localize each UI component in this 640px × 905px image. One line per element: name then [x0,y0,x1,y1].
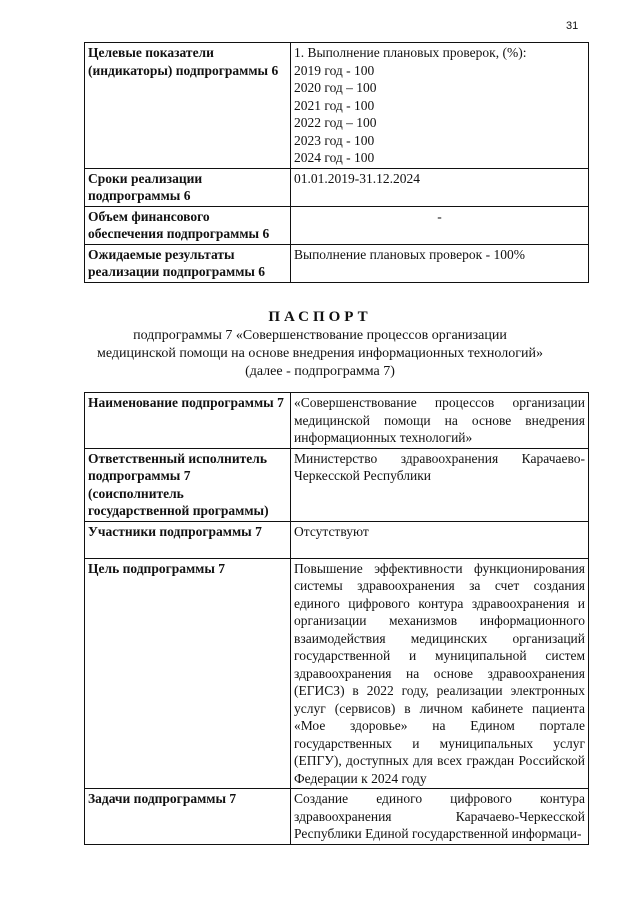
table-row [85,244,589,282]
indicator-line: 2024 год - 100 [294,150,375,165]
table-row [85,521,589,558]
indicator-line: 2023 год - 100 [294,132,375,148]
passport-subtitle-line: медицинской помощи на основе внедрения информационных технологий» [97,346,543,361]
row-label-tasks: Задачи подпрограммы 7 [85,789,291,845]
row-value-participants: Отсутствуют [291,521,589,558]
passport-heading [0,308,640,381]
row-value-subprogram-name: «Совершенствование процессов организации медицинской помощи на основе внедрения информационных технологий» [291,393,589,449]
indicator-line: 2019 год - 100 [294,62,375,78]
passport-title: ПАСПОРТ [268,309,372,325]
row-label-participants: Участники подпрограммы 7 [85,521,291,558]
indicator-line: 2020 год – 100 [294,80,377,95]
table-row [85,558,589,789]
row-value-tasks: Создание единого цифрового контура здравоохранения Карачаево-Черкесской Республики Единой государственной информаци- [291,789,589,845]
row-value-responsible-executor: Министерство здравоохранения Карачаево-Черкесской Республики [291,448,589,521]
row-label-implementation-period: Сроки реализации подпрограммы 6 [85,168,291,206]
table-row [85,206,589,244]
row-label-subprogram-name: Наименование подпрограммы 7 [85,393,291,449]
indicator-line: 2022 год – 100 [294,115,377,130]
row-label-expected-results: Ожидаемые результаты реализации подпрограммы 6 [85,244,291,282]
table-row [85,448,589,521]
table-row [85,43,589,169]
row-value-target-indicators [291,43,589,169]
row-label-responsible-executor: Ответственный исполнитель подпрограммы 7 (соисполнитель государственной программы) [85,448,291,521]
page-number: 31 [566,20,579,32]
row-value-implementation-period: 01.01.2019-31.12.2024 [291,168,589,206]
row-value-expected-results: Выполнение плановых проверок - 100% [291,244,589,282]
row-label-goal: Цель подпрограммы 7 [85,558,291,789]
passport-subtitle-line: подпрограммы 7 «Совершенствование процессов организации [133,328,507,343]
table-row [85,168,589,206]
table-row [85,789,589,845]
row-value-financing-volume: - [291,206,589,244]
subprogram-7-passport-table [84,392,589,845]
table-row [85,393,589,449]
passport-subtitle-line: (далее - подпрограмма 7) [245,364,395,379]
row-label-target-indicators: Целевые показатели (индикаторы) подпрограммы 6 [85,43,291,169]
subprogram-6-passport-table [84,42,589,283]
indicator-line: 2021 год - 100 [294,97,375,113]
row-label-financing-volume: Объем финансового обеспечения подпрограммы 6 [85,206,291,244]
row-value-goal: Повышение эффективности функционирования системы здравоохранения за счет создания единого цифрового контура здравоохранения и организации механизмов информационного взаимодействия медицинских организаций государственной и муниципальной систем здравоохранения на основе здравоохранения (ЕГИСЗ) в 2022 году, реализации электронных услуг (сервисов) в личном кабинете пациента «Мое здоровье» на Едином портале государственных и муниципальных услуг (ЕПГУ), доступных для всех граждан Российской Федерации к 2024 году [291,558,589,789]
indicator-line: 1. Выполнение плановых проверок, (%): [294,45,527,60]
